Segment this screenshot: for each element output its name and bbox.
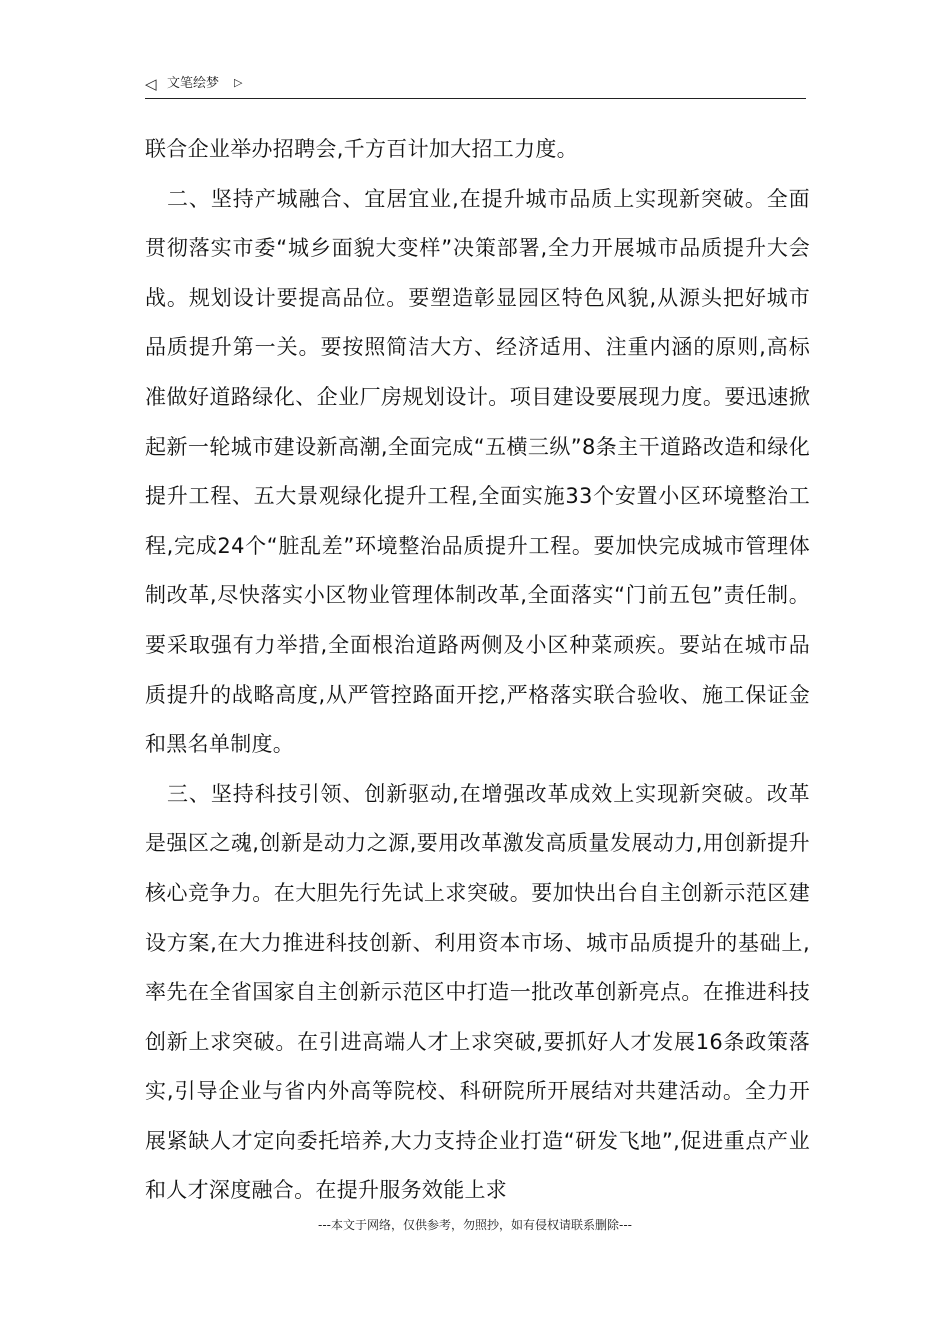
left-triangle-icon: ◁	[145, 75, 157, 93]
paragraph-section-two: 二、坚持产城融合、宜居宜业,在提升城市品质上实现新突破。全面贯彻落实市委“城乡面貌大变样”决策部署,全力开展城市品质提升大会战。规划设计要提高品位。要塑造彰显园区特色风貌,从源头把好城市品质提升第一关。要按照简洁大方、经济适用、注重内涵的原则,高标准做好道路绿化、企业厂房规划设计。项目建设要展现力度。要迅速掀起新一轮城市建设新高潮,全面完成“五横三纵”8条主干道路改造和绿化提升工程、五大景观绿化提升工程,全面实施33个安置小区环境整治工程,完成24个“脏乱差”环境整治品质提升工程。要加快完成城市管理体制改革,尽快落实小区物业管理体制改革,全面落实“门前五包”责任制。要采取强有力举措,全面根治道路两侧及小区种菜顽疾。要站在城市品质提升的战略高度,从严管控路面开挖,严格落实联合验收、施工保证金和黑名单制度。	[145, 186, 810, 757]
header-title: 文笔绘梦	[167, 76, 220, 91]
page-header	[145, 72, 806, 99]
document-body	[145, 125, 810, 1216]
page-footer-disclaimer: ---本文于网络，仅供参考，勿照抄，如有侵权请联系删除---	[318, 1218, 632, 1232]
right-triangle-icon: ▷	[234, 76, 243, 89]
paragraph-continuation: 联合企业举办招聘会,千方百计加大招工力度。	[145, 137, 578, 161]
paragraph-section-three: 三、坚持科技引领、创新驱动,在增强改革成效上实现新突破。改革是强区之魂,创新是动力之源,要用改革激发高质量发展动力,用创新提升核心竞争力。在大胆先行先试上求突破。要加快出台自主创新示范区建设方案,在大力推进科技创新、利用资本市场、城市品质提升的基础上,率先在全省国家自主创新示范区中打造一批改革创新亮点。在推进科技创新上求突破。在引进高端人才上求突破,要抓好人才发展16条政策落实,引导企业与省内外高等院校、科研院所开展结对共建活动。全力开展紧缺人才定向委托培养,大力支持企业打造“研发飞地”,促进重点产业和人才深度融合。在提升服务效能上求	[145, 781, 810, 1203]
